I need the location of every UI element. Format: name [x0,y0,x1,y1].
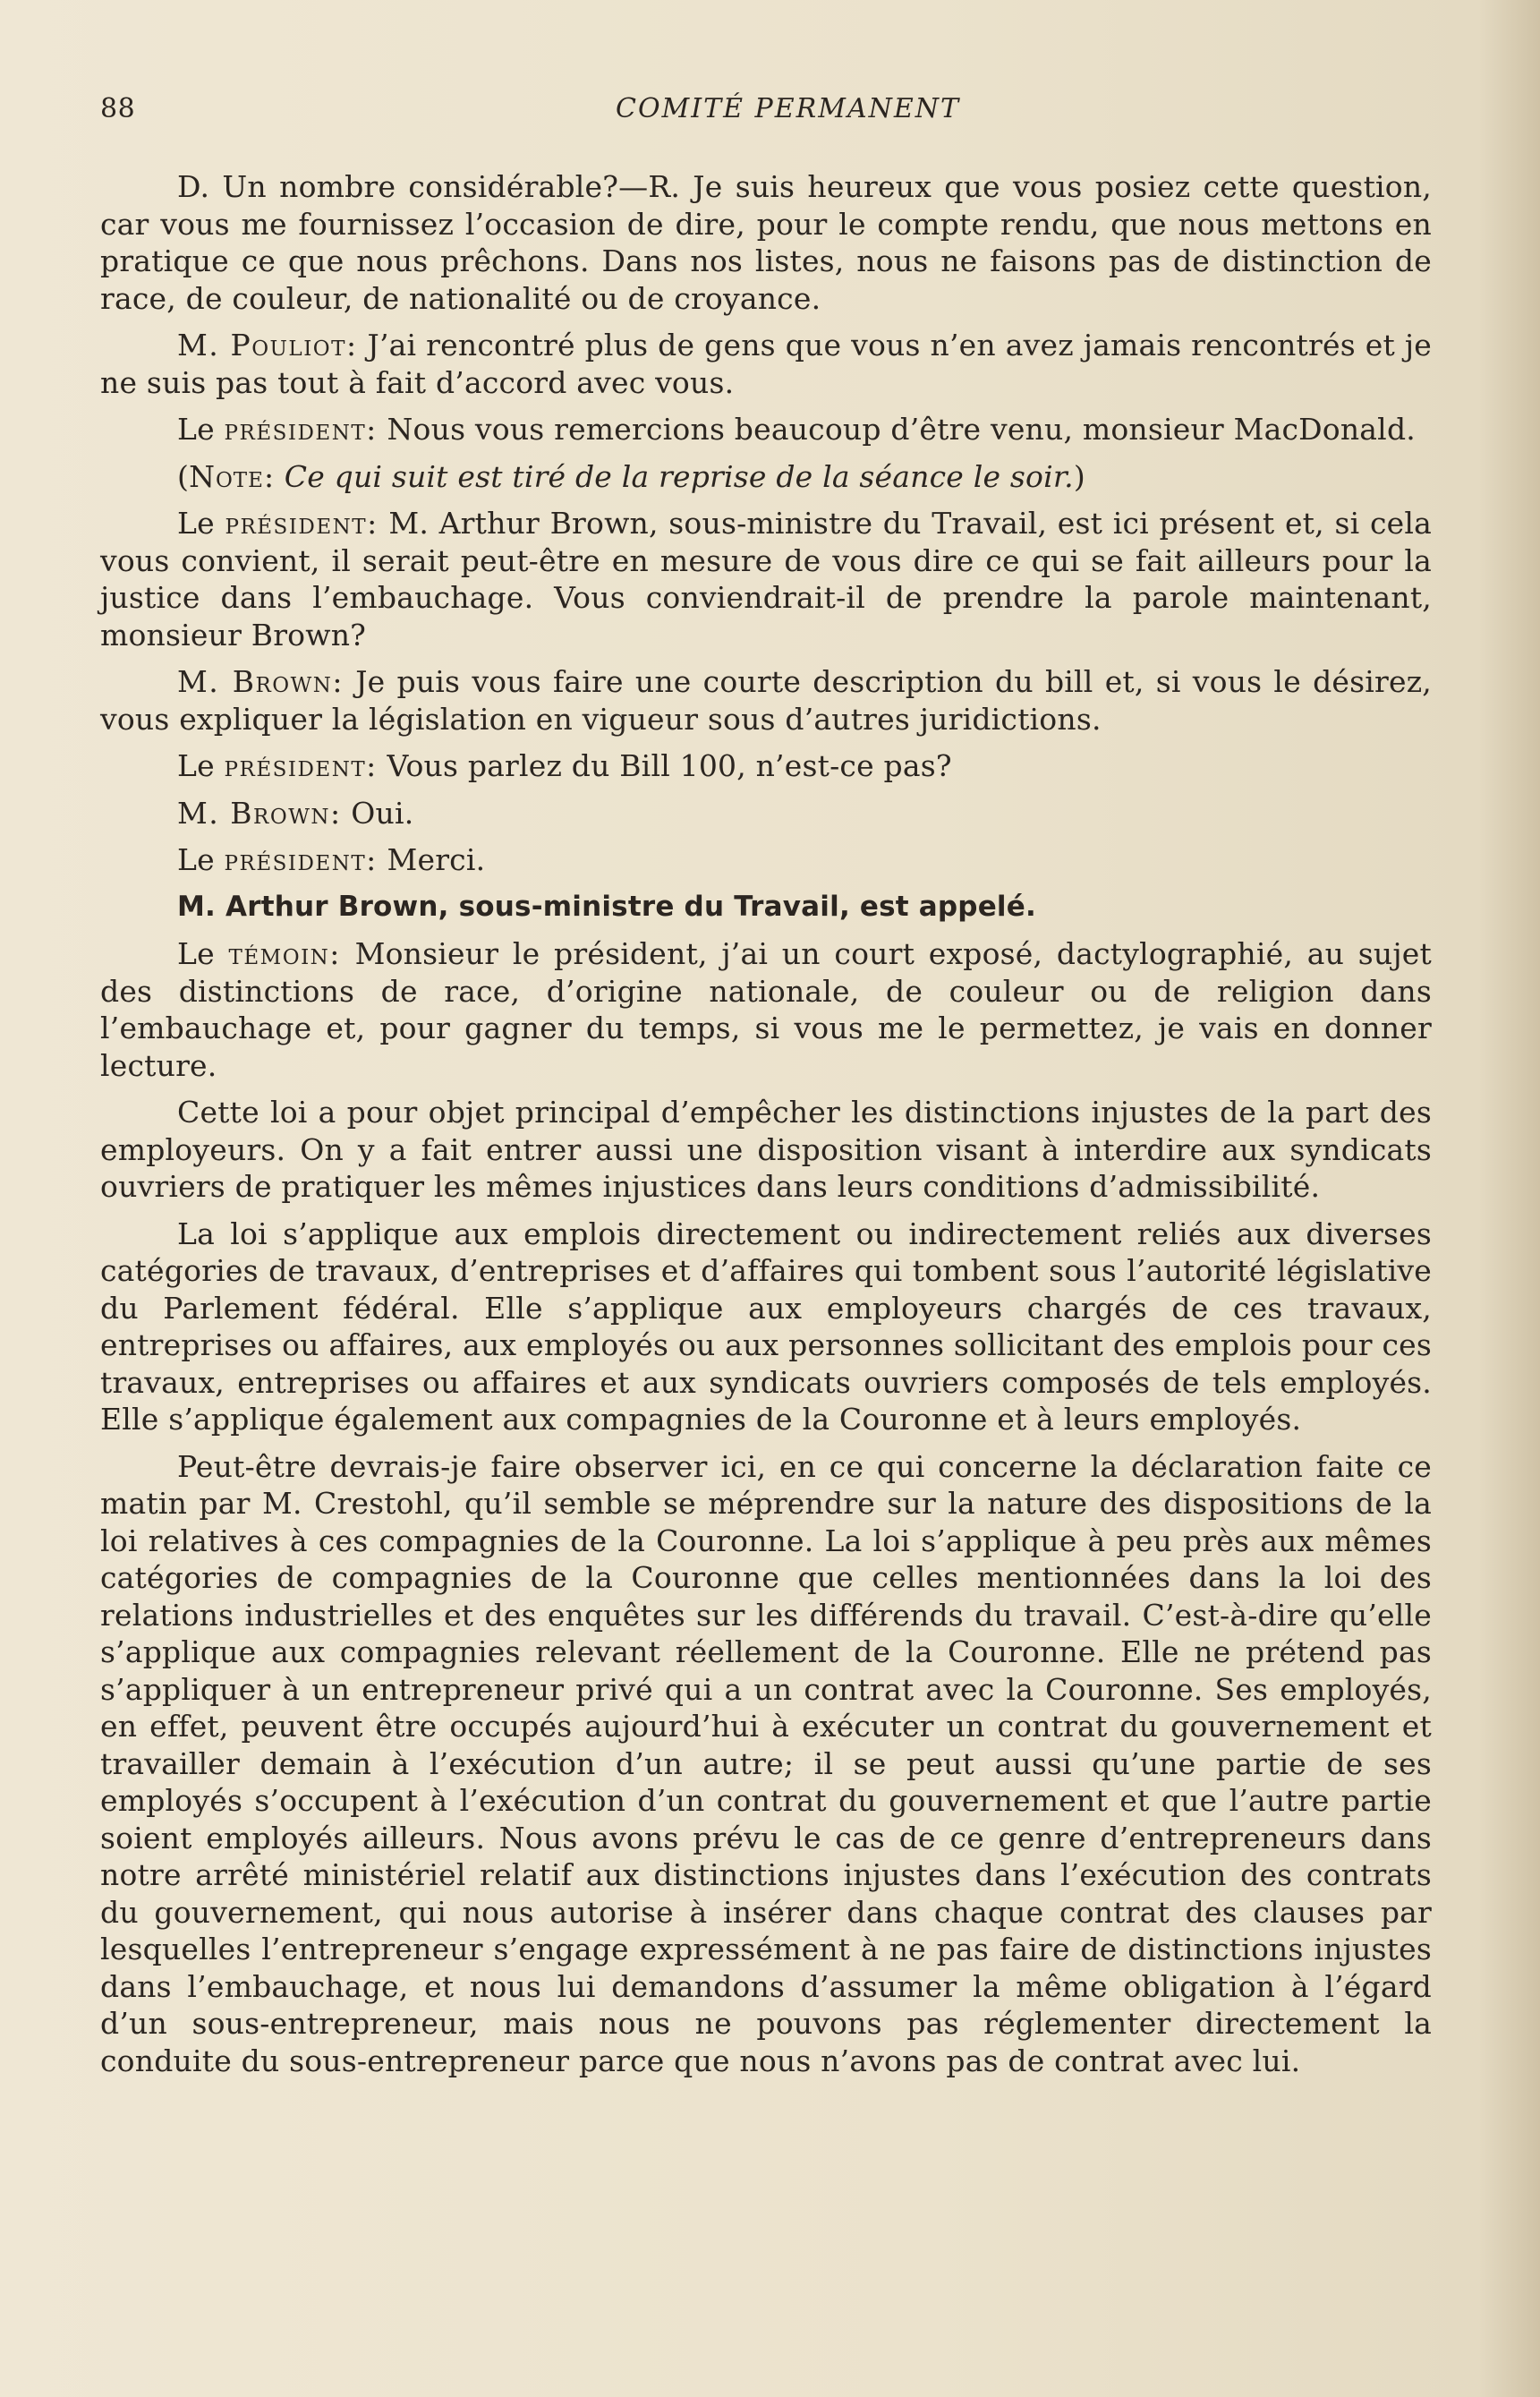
paragraph-president-bill [100,747,1432,785]
speaker-label: M. Pouliot: [177,328,358,363]
paragraph-witness-statement [100,935,1432,1084]
paragraph-law-scope: La loi s’applique aux emplois directement ou indirectement reliés aux diverses catégories de travaux, d’entreprises et d’affaires qui tombent sous l’autorité législative du Parlement fédéral. Elle s’applique aux employeurs chargés de ces travaux, entreprises ou affaires, aux employés ou aux personnes sollicitant des emplois pour ces travaux, entreprises ou affaires et aux syndicats ouvriers composés de tels employés. Elle s’applique également aux compagnies de la Couronne et à leurs employés. [100,1216,1432,1437]
paragraph-law-purpose: Cette loi a pour objet principal d’empêcher les distinctions injustes de la part des employeurs. On y a fait entrer aussi une disposition visant à interdire aux syndicats ouvriers de pratiquer les mêmes injustices dans leurs conditions d’admissibilité. [100,1095,1432,1204]
speech-text: J’ai rencontré plus de gens que vous n’en avez jamais rencontrés et je ne suis pas tout à fait d’accord avec vous. [100,328,1432,400]
witness-called-heading: M. Arthur Brown, sous-ministre du Travail, est appelé. [177,890,1036,923]
note-text: Ce qui suit est tiré de la reprise de la séance le soir. [275,458,1074,494]
speaker-label: président: [224,748,378,783]
speaker-label: président: [224,412,378,447]
note-close-paren: ) [1073,458,1085,494]
paragraph-question: D. Un nombre considérable?—R. Je suis heureux que vous posiez cette question, car vous me fournissez l’occasion de dire, pour le compte rendu, que nous mettons en pratique ce que nous prêchons. Dans nos listes, nous ne faisons pas de distinction de race, de couleur, de nationalité ou de croyance. [100,169,1432,316]
speech-text: Merci. [377,842,486,877]
note-open-paren: ( [177,458,190,494]
paragraph-president-thanks [100,411,1432,448]
speaker-label: M. Brown: [177,664,345,699]
page-header [100,93,1440,129]
note-label: Note: [189,458,276,494]
paragraph-brown-description [100,663,1432,738]
paragraph-brown-yes [100,795,1432,832]
speaker-label: président: [225,506,379,541]
running-title: COMITÉ PERMANENT [615,93,961,124]
speaker-label: président: [224,842,378,877]
speech-text: Vous parlez du Bill 100, n’est-ce pas? [377,748,952,783]
page-number: 88 [100,93,136,124]
speaker-prefix: Le [177,842,225,877]
paragraph-pouliot [100,327,1432,401]
speaker-prefix: Le [177,412,225,447]
paragraph-president-merci [100,841,1432,879]
speech-text: Nous vous remercions beaucoup d’être venu, monsieur MacDonald. [377,412,1416,447]
speaker-label: témoin: [228,936,341,971]
speaker-prefix: Le [177,936,229,971]
page-body [100,168,1432,2089]
speech-text: Monsieur le président, j’ai un court exposé, dactylographié, au sujet des distinctions de race, d’origine nationale, de couleur ou de religion dans l’embauchage et, pour gagner du temps, si vous me le permettez, je vais en donner lecture. [100,936,1432,1083]
speaker-prefix: Le [177,748,225,783]
speech-text: Oui. [341,795,414,831]
speaker-prefix: Le [177,506,225,541]
speech-text: Je puis vous faire une courte description du bill et, si vous le désirez, vous expliquer la législation en vigueur sous d’autres juridictions. [100,664,1432,737]
paragraph-president-intro-brown [100,505,1432,653]
speaker-label: M. Brown: [177,795,342,831]
paragraph-note [100,458,1432,496]
speech-text: M. Arthur Brown, sous-ministre du Travail, est ici présent et, si cela vous convient, il serait peut-être en mesure de vous dire ce qui se fait ailleurs pour la justice dans l’embauchage. Vous conviendrait-il de prendre la parole maintenant, monsieur Brown? [100,506,1432,653]
paragraph-crown-companies: Peut-être devrais-je faire observer ici, en ce qui concerne la déclaration faite ce matin par M. Crestohl, qu’il semble se méprendre sur la nature des dispositions de la loi relatives à ces compagnies de la Couronne. La loi s’applique à peu près aux mêmes catégories de compagnies de la Couronne que celles mentionnées dans la loi des relations industrielles et des enquêtes sur les différends du travail. C’est-à-dire qu’elle s’applique aux compagnies relevant réellement de la Couronne. Elle ne prétend pas s’appliquer à un entrepreneur privé qui a un contrat avec la Couronne. Ses employés, en effet, peuvent être occupés aujourd’hui à exécuter un contrat du gouvernement et travailler demain à l’exécution d’un autre; il se peut aussi qu’une partie de ses employés s’occupent à l’exécution d’un contrat du gouvernement et que l’autre partie soient employés ailleurs. Nous avons prévu le cas de ce genre d’entrepreneurs dans notre arrêté ministériel relatif aux distinctions injustes dans l’exécution des contrats du gouvernement, qui nous autorise à insérer dans chaque contrat des clauses par lesquelles l’entrepreneur s’engage expressément à ne pas faire de distinctions injustes dans l’embauchage, et nous lui demandons d’assumer la même obligation à l’égard d’un sous-entrepreneur, mais nous ne pouvons pas réglementer directement la conduite du sous-entrepreneur parce que nous n’avons pas de contrat avec lui. [100,1448,1432,2078]
